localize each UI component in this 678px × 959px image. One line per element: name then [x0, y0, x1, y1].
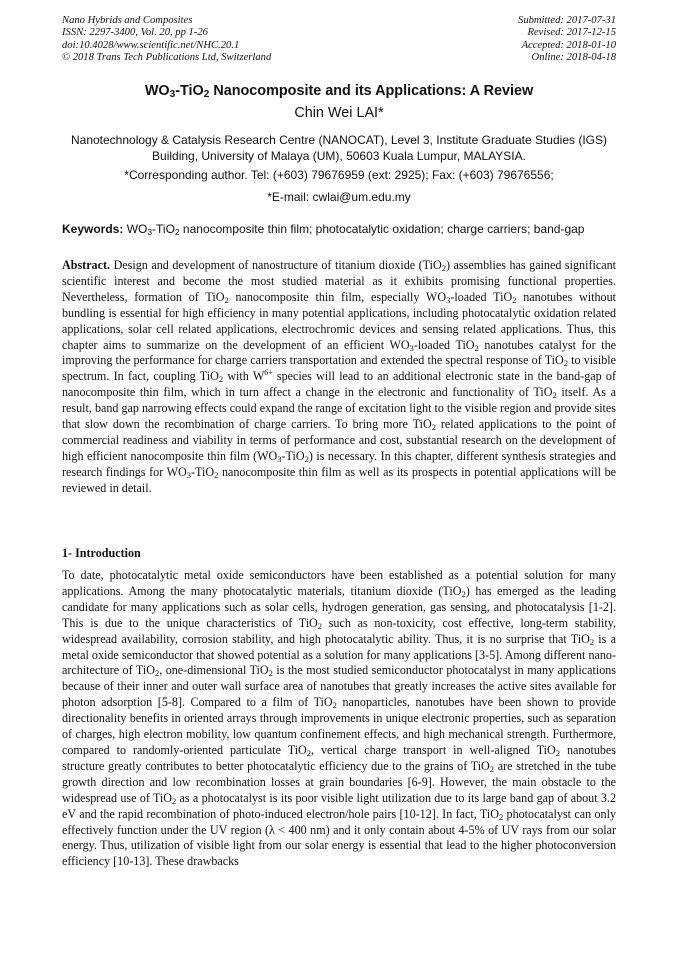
journal-name: Nano Hybrids and Composites — [62, 15, 193, 26]
issn-line: ISSN: 2297-3400, Vol. 20, pp 1-26 — [62, 27, 208, 39]
section-heading-introduction: 1- Introduction — [62, 546, 141, 560]
copyright-line: © 2018 Trans Tech Publications Ltd, Switzerland — [62, 51, 272, 63]
abstract: Abstract. Design and development of nanostructure of titanium dioxide (TiO$_2$) assemblies has gained significant scientific interest and become the most studied material as it exhibits promising functional properties. Nevertheless, formation of TiO$_2$ nanocomposite thin film, especially $WO_3$-loaded TiO$_2$ nanotubes without bundling is essential for high efficiency in many potential applications, including photocatalytic oxidation related applications, solar cell related applications, electrochromic devices and sensing related applications. Thus, this chapter aims to summarize on the development of an efficient $WO_3$-loaded TiO$_2$ nanotubes catalyst for the improving the performance for charge carriers transportation and extended the spectral response of TiO$_2$ to visible spectrum. In fact, coupling TiO$_2$ with $W^{6+}$ species will lead to an additional electronic state in the band-gap of nanocomposite thin film, which in turn affect a change in the electronic and functionality of TiO$_2$ itself. As a result, band gap narrowing effects could expand the range of excitation light to the visible region and provide sites that slow down the recombination of charge carriers. To bring more TiO$_2$ related applications to the point of commercial readiness and viability in terms of performance and cost, substantial research on the development of high efficient nanocomposite thin film $(WO_3-TiO_2)$ is necessary. In this chapter, different synthesis strategies and research findings for $WO_3-TiO_2$ nanocomposite thin film as well as its prospects in potential applications will be reviewed in detail. — [62, 258, 617, 495]
revised-date: Revised: 2017-12-15 — [527, 27, 616, 39]
corresponding-author: *Corresponding author. Tel: (+603) 79676959 (ext: 2925); Fax: (+603) 79676556; — [124, 168, 554, 182]
accepted-date: Accepted: 2018-01-10 — [521, 39, 616, 51]
keywords: Keywords: $WO_3-TiO_2$ nanocomposite thin film; photocatalytic oxidation; charge carriers; band-gap — [62, 222, 585, 237]
author-name: Chin Wei LAI* — [294, 105, 384, 121]
paper-title: $WO_3-TiO_2$ Nanocomposite and its Applications: A Review — [144, 83, 534, 100]
introduction-body: To date, photocatalytic metal oxide semiconductors have been established as a potential solution for many applications. Among the many photocatalytic materials, titanium dioxide (TiO$_2$) has emerged as the leading candidate for many applications such as solar cells, hydrogen generation, gas sensing, and photocatalysis [1-2]. This is due to the unique characteristics of TiO$_2$ such as non-toxicity, cost effective, long-term stability, widespread availability, corrosion stability, and high photocatalytic ability. Thus, it is no surprise that TiO$_2$ is a metal oxide semiconductor that showed potential as a solution for many applications [3-5]. Among different nano-architecture of TiO$_2$, one-dimensional TiO$_2$ is the most studied semiconductor photocatalyst in many applications because of their inner and outer wall surface area of nanotubes that greatly increases the active sites available for photon adsorption [5-8]. Compared to a film of TiO$_2$ nanoparticles, nanotubes have been shown to provide directionality benefits in oriented arrays through improvements in unique electronic properties, such as separation of charges, high electron mobility, low quantum confinement effects, and high mechanical strength. Furthermore, compared to randomly-oriented particulate TiO$_2$, vertical charge transport in well-aligned TiO$_2$ nanotubes structure greatly contributes to better photocatalytic efficiency due to the grains of TiO$_2$ are stretched in the tube growth direction and low recombination losses at grain boundaries [6-9]. However, the main obstacle to the widespread use of TiO$_2$ as a photocatalyst is its poor visible light utilization due to its large band gap of about 3.2 eV and the rapid recombination of photo-induced electron/hole pairs [10-12]. In fact, TiO$_2$ photocatalyst can only effectively function under the UV region (λ < 400 nm) and it only contain about 4-5% of UV rays from our solar energy. Thus, utilization of visible light from our solar energy is essential that lead to the higher photoconversion efficiency [10-13]. These drawbacks — [62, 568, 617, 869]
doi-line[interactable]: doi:10.4028/www.scientific.net/NHC.20.1 — [62, 39, 240, 51]
journal-info — [62, 15, 271, 64]
author-email[interactable]: *E-mail: cwlai@um.edu.my — [267, 190, 411, 204]
abstract-label: Abstract. — [62, 258, 111, 272]
affiliation: Nanotechnology & Catalysis Research Centre (NANOCAT), Level 3, Institute Graduate Studies (IGS) Building, University of Malaya (UM), 50603 Kuala Lumpur, MALAYSIA. — [70, 133, 607, 163]
keywords-label: Keywords: — [62, 222, 124, 236]
online-date: Online: 2018-04-18 — [531, 51, 616, 63]
submitted-date: Submitted: 2017-07-31 — [518, 15, 616, 26]
submission-dates — [518, 15, 616, 64]
